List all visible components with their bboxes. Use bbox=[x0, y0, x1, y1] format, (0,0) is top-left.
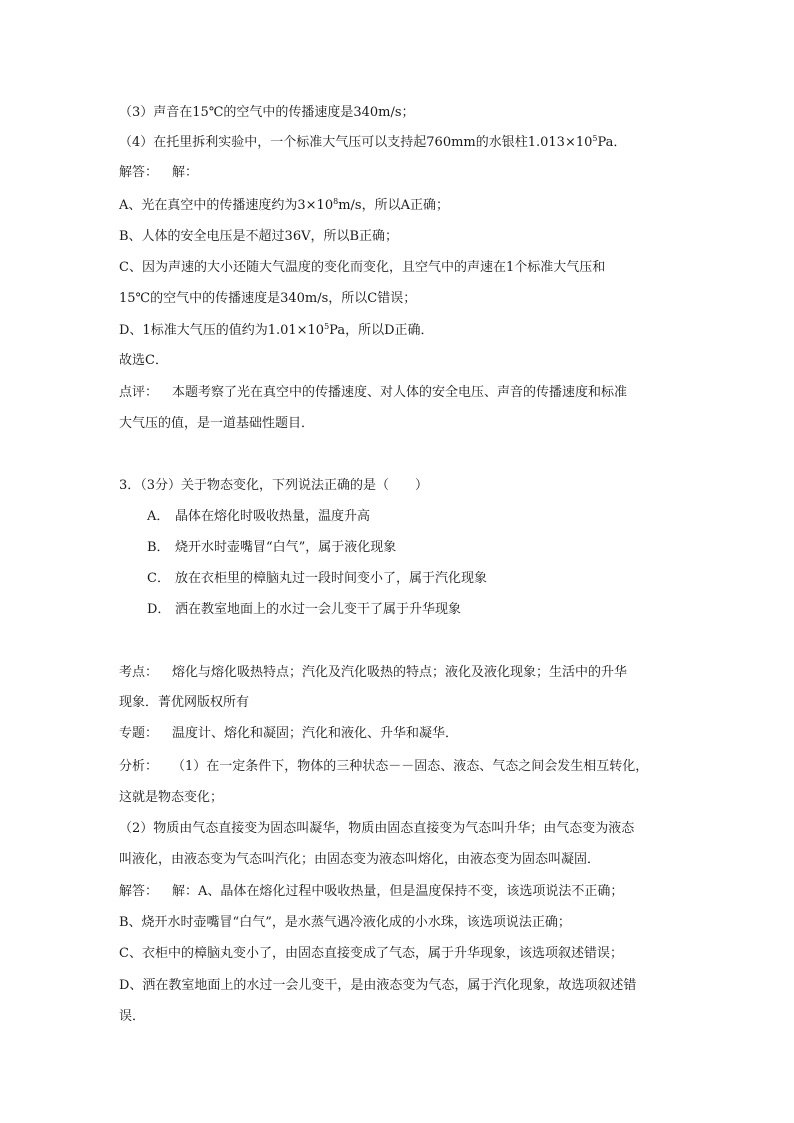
knowledge-point bbox=[119, 664, 627, 682]
solution-d-text: D、洒在教室地面上的水过一会儿变干，是由液态变为气态，属于汽化现象，故选项叙述错 bbox=[119, 978, 637, 993]
exponent: 5 bbox=[324, 322, 330, 331]
text-line bbox=[119, 322, 434, 340]
comment-text-cont: 大气压的值，是一道基础性题目． bbox=[119, 416, 315, 431]
answer-label: 解答： bbox=[119, 165, 159, 180]
exponent: 8 bbox=[333, 197, 339, 206]
text-line bbox=[119, 1008, 145, 1026]
text-line bbox=[119, 104, 415, 122]
answer-a-tail: m/s，所以A正确； bbox=[338, 198, 449, 213]
text-line bbox=[119, 197, 449, 215]
option-label: C． bbox=[147, 571, 170, 586]
option-text: 放在衣柜里的樟脑丸过一段时间变小了，属于汽化现象 bbox=[175, 571, 488, 586]
text-line bbox=[119, 352, 168, 370]
option-c bbox=[147, 570, 487, 588]
solution-line bbox=[119, 883, 623, 901]
comment-text: 本题考察了光在真空中的传播速度、对人体的安全电压、声音的传播速度和标准 bbox=[172, 385, 628, 400]
option-label: A． bbox=[147, 509, 170, 524]
option-label: B． bbox=[147, 540, 170, 555]
text-line bbox=[119, 415, 314, 433]
text-line bbox=[119, 914, 571, 932]
knowledge-text: 熔化与熔化吸热特点；汽化及汽化吸热的特点；液化及液化现象；生活中的升华 bbox=[172, 665, 628, 680]
text-line bbox=[119, 945, 623, 963]
torricelli-line: （4）在托里拆利实验中，一个标准大气压可以支持起760mm的水银柱1.013×10 bbox=[119, 135, 593, 150]
analysis-text-2: （2）物质由气态直接变为固态叫凝华，物质由固态直接变为气态叫升华；由气态变为液态 bbox=[119, 821, 635, 836]
option-b bbox=[147, 539, 396, 557]
option-label: D． bbox=[147, 602, 171, 617]
answer-label: 解答： bbox=[119, 884, 159, 899]
text-line bbox=[119, 694, 249, 712]
option-d bbox=[147, 601, 461, 619]
comment-line bbox=[119, 384, 627, 402]
final-choice: 故选C． bbox=[119, 353, 168, 368]
answer-c-text: C、因为声速的大小还随大气温度的变化而变化，且空气中的声速在1个标准大气压和 bbox=[119, 260, 606, 275]
topic-line bbox=[119, 725, 458, 743]
analysis-text-cont: 这就是物态变化； bbox=[119, 790, 224, 805]
question-3-stem: 3．（3分）关于物态变化，下列说法正确的是（ ） bbox=[119, 478, 429, 493]
unit-text: Pa． bbox=[597, 135, 627, 150]
answer-b-text: B、人体的安全电压是不超过36V，所以B正确； bbox=[119, 229, 399, 244]
knowledge-text-cont: 现象．菁优网版权所有 bbox=[119, 695, 250, 710]
text-line bbox=[119, 977, 636, 995]
knowledge-label: 考点： bbox=[119, 665, 159, 680]
topic-text: 温度计、熔化和凝固；汽化和液化、升华和凝华． bbox=[172, 726, 459, 741]
comment-label: 点评： bbox=[119, 385, 159, 400]
solution-d-text-cont: 误． bbox=[119, 1009, 146, 1024]
text-line bbox=[119, 851, 600, 869]
analysis-line bbox=[119, 758, 648, 776]
exponent: 5 bbox=[592, 134, 598, 143]
solution-b-text: B、烧开水时壶嘴冒“白气”，是水蒸气遇冷液化成的小水珠，该选项说法正确； bbox=[119, 915, 571, 930]
answer-a-text: A、光在真空中的传播速度约为3×10 bbox=[119, 198, 334, 213]
question-stem bbox=[119, 477, 428, 495]
text-line bbox=[119, 228, 398, 246]
text-line bbox=[119, 789, 223, 807]
solution-c-text: C、衣柜中的樟脑丸变小了，由固态直接变成了气态，属于升华现象，该选项叙述错误； bbox=[119, 946, 623, 961]
option-text: 晶体在熔化时吸收热量，温度升高 bbox=[175, 509, 371, 524]
option-text: 洒在教室地面上的水过一会儿变干了属于升华现象 bbox=[175, 602, 462, 617]
answer-d-text: D、1标准大气压的值约为1.01×10 bbox=[119, 323, 325, 338]
solution-a-text: 解：A、晶体在熔化过程中吸收热量，但是温度保持不变，该选项说法不正确； bbox=[172, 884, 624, 899]
answer-c-text-cont: 15℃的空气中的传播速度是340m/s，所以C错误； bbox=[119, 291, 417, 306]
option-text: 烧开水时壶嘴冒“白气”，属于液化现象 bbox=[175, 540, 397, 555]
answer-header bbox=[119, 164, 198, 182]
answer-d-tail: Pa，所以D正确． bbox=[329, 323, 434, 338]
text-line bbox=[119, 820, 634, 838]
text-line bbox=[119, 134, 626, 152]
analysis-text: （1）在一定条件下，物体的三种状态－－固态、液态、气态之间会发生相互转化， bbox=[172, 759, 649, 774]
text-line bbox=[119, 290, 416, 308]
solution-label: 解： bbox=[172, 165, 199, 180]
topic-label: 专题： bbox=[119, 726, 159, 741]
option-a bbox=[147, 508, 370, 526]
sound-speed-line: （3）声音在15℃的空气中的传播速度是340m/s； bbox=[119, 105, 415, 120]
analysis-text-2-cont: 叫液化，由液态变为气态叫汽化；由固态变为液态叫熔化，由液态变为固态叫凝固． bbox=[119, 852, 601, 867]
text-line bbox=[119, 259, 605, 277]
analysis-label: 分析： bbox=[119, 759, 159, 774]
